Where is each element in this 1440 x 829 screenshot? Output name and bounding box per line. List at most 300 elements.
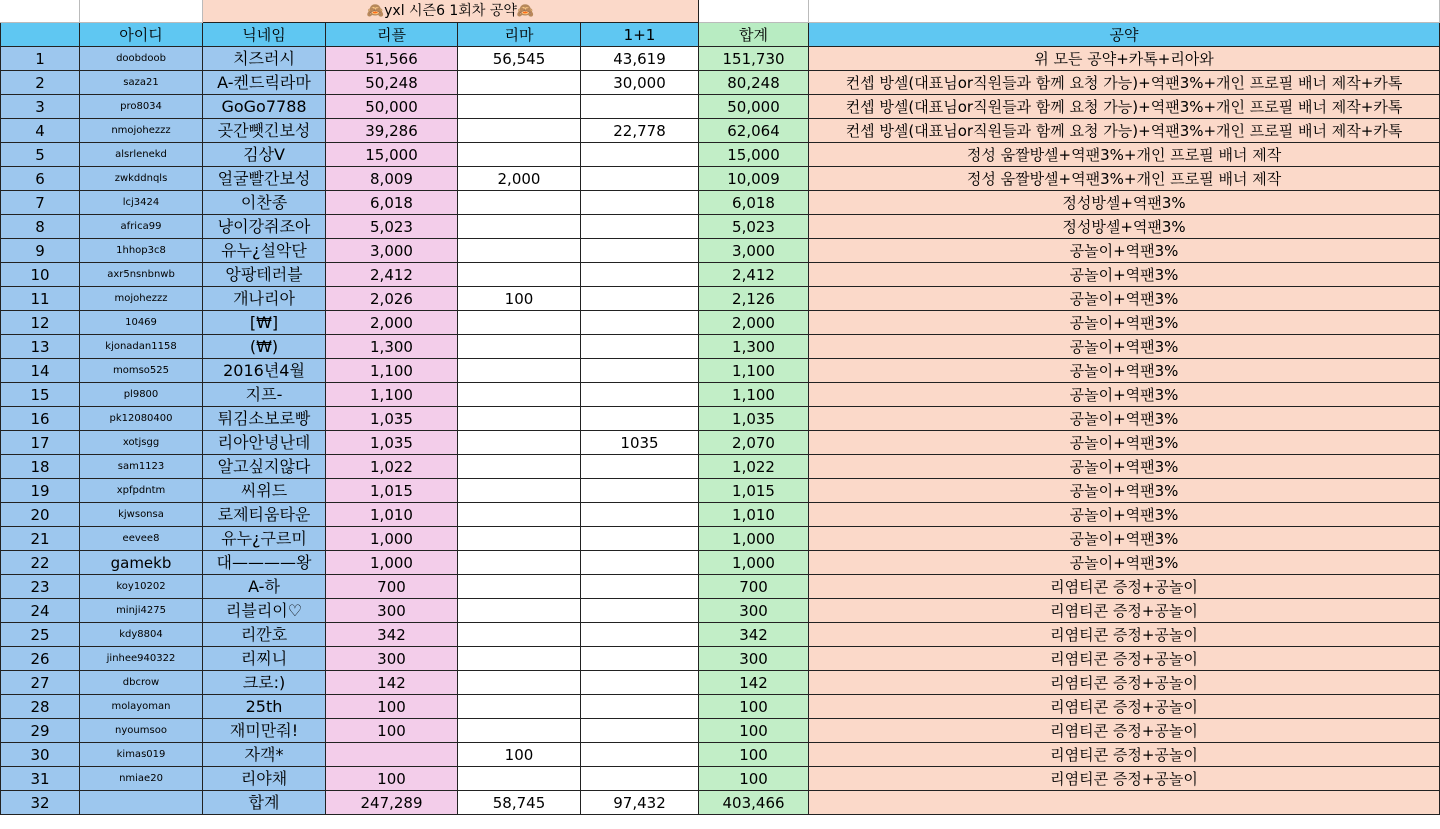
ripple-cell[interactable]: 5,023 — [326, 215, 458, 239]
rima-cell[interactable]: 56,545 — [458, 47, 581, 71]
header-row — [1, 23, 1440, 47]
total-cell[interactable]: 2,070 — [699, 431, 809, 455]
row-number-cell[interactable]: 17 — [1, 431, 80, 455]
one-plus-one-cell[interactable]: 30,000 — [581, 71, 699, 95]
rima-cell[interactable]: 100 — [458, 743, 581, 767]
total-cell[interactable]: 5,023 — [699, 215, 809, 239]
nickname-cell[interactable]: 25th — [203, 695, 326, 719]
ripple-cell[interactable]: 39,286 — [326, 119, 458, 143]
one-plus-one-cell[interactable] — [581, 143, 699, 167]
ripple-cell[interactable]: 3,000 — [326, 239, 458, 263]
one-plus-one-cell[interactable] — [581, 623, 699, 647]
nickname-cell[interactable]: 씨위드 — [203, 479, 326, 503]
rima-cell[interactable] — [458, 95, 581, 119]
table-row — [1, 551, 1440, 575]
ripple-cell[interactable] — [326, 743, 458, 767]
user-id-cell[interactable]: mojohezzz — [80, 287, 203, 311]
rima-cell[interactable] — [458, 311, 581, 335]
rima-cell[interactable] — [458, 191, 581, 215]
total-cell[interactable]: 1,015 — [699, 479, 809, 503]
user-id-cell[interactable]: axr5nsnbnwb — [80, 263, 203, 287]
total-cell[interactable]: 1,000 — [699, 551, 809, 575]
ripple-cell[interactable]: 1,000 — [326, 551, 458, 575]
table-row — [1, 767, 1440, 791]
user-id-cell[interactable]: pl9800 — [80, 383, 203, 407]
rima-cell[interactable] — [458, 383, 581, 407]
nickname-cell[interactable]: A-켄드릭라마 — [203, 71, 326, 95]
header-cell-total[interactable]: 합계 — [699, 23, 809, 47]
rima-cell[interactable] — [458, 527, 581, 551]
total-cell[interactable]: 6,018 — [699, 191, 809, 215]
table-row — [1, 191, 1440, 215]
nickname-cell[interactable]: 리깐호 — [203, 623, 326, 647]
ripple-cell[interactable]: 1,035 — [326, 407, 458, 431]
total-cell[interactable]: 1,035 — [699, 407, 809, 431]
rima-cell[interactable] — [458, 767, 581, 791]
one-plus-one-cell[interactable] — [581, 263, 699, 287]
one-plus-one-cell[interactable] — [581, 191, 699, 215]
pledge-cell[interactable]: 리염티콘 증정+공놀이 — [809, 767, 1440, 791]
total-cell[interactable]: 700 — [699, 575, 809, 599]
pledge-cell[interactable]: 정성 움짤방셀+역팬3%+개인 프로필 배너 제작 — [809, 167, 1440, 191]
pledge-cell[interactable]: 리염티콘 증정+공놀이 — [809, 647, 1440, 671]
rima-cell[interactable] — [458, 623, 581, 647]
nickname-cell[interactable]: (₩) — [203, 335, 326, 359]
rima-cell[interactable] — [458, 71, 581, 95]
nickname-cell[interactable]: 앙팡테러블 — [203, 263, 326, 287]
one-plus-one-cell[interactable] — [581, 215, 699, 239]
total-cell[interactable]: 1,100 — [699, 359, 809, 383]
rima-cell[interactable] — [458, 407, 581, 431]
total-cell[interactable]: 342 — [699, 623, 809, 647]
rima-cell[interactable] — [458, 647, 581, 671]
row-number-cell[interactable]: 6 — [1, 167, 80, 191]
row-number-cell[interactable]: 5 — [1, 143, 80, 167]
total-cell[interactable]: 300 — [699, 599, 809, 623]
pledge-cell[interactable]: 공놀이+역팬3% — [809, 455, 1440, 479]
pledge-cell[interactable]: 위 모든 공약+카톡+리아와 — [809, 47, 1440, 71]
nickname-cell[interactable]: 리블리이♡ — [203, 599, 326, 623]
table-row — [1, 599, 1440, 623]
user-id-cell[interactable] — [80, 791, 203, 815]
pledge-cell[interactable]: 공놀이+역팬3% — [809, 311, 1440, 335]
one-plus-one-cell[interactable] — [581, 503, 699, 527]
ripple-cell[interactable]: 1,022 — [326, 455, 458, 479]
one-plus-one-cell[interactable]: 1035 — [581, 431, 699, 455]
ripple-cell[interactable]: 100 — [326, 695, 458, 719]
table-row — [1, 335, 1440, 359]
total-cell[interactable]: 2,000 — [699, 311, 809, 335]
table-row — [1, 215, 1440, 239]
row-number-cell[interactable]: 1 — [1, 47, 80, 71]
pledge-cell[interactable]: 리염티콘 증정+공놀이 — [809, 623, 1440, 647]
user-id-cell[interactable]: nmiae20 — [80, 767, 203, 791]
table-row — [1, 287, 1440, 311]
pledge-cell[interactable]: 공놀이+역팬3% — [809, 479, 1440, 503]
row-number-cell[interactable]: 27 — [1, 671, 80, 695]
one-plus-one-cell[interactable] — [581, 767, 699, 791]
total-cell[interactable]: 80,248 — [699, 71, 809, 95]
rima-cell[interactable] — [458, 551, 581, 575]
ripple-cell[interactable]: 1,100 — [326, 383, 458, 407]
pledge-cell[interactable] — [809, 791, 1440, 815]
rima-cell[interactable]: 100 — [458, 287, 581, 311]
pledge-cell[interactable]: 공놀이+역팬3% — [809, 503, 1440, 527]
row-number-cell[interactable]: 8 — [1, 215, 80, 239]
user-id-cell[interactable]: kdy8804 — [80, 623, 203, 647]
nickname-cell[interactable]: 냥이강쥐조아 — [203, 215, 326, 239]
empty-cell[interactable] — [1, 0, 80, 23]
table-row — [1, 695, 1440, 719]
rima-cell[interactable] — [458, 239, 581, 263]
nickname-cell[interactable]: 지프- — [203, 383, 326, 407]
ripple-cell[interactable]: 8,009 — [326, 167, 458, 191]
ripple-cell[interactable]: 100 — [326, 767, 458, 791]
total-cell[interactable]: 300 — [699, 647, 809, 671]
pledge-cell[interactable]: 컨셉 방셀(대표님or직원들과 함께 요청 가능)+역팬3%+개인 프로필 배너 제작+카톡 — [809, 95, 1440, 119]
rima-cell[interactable]: 2,000 — [458, 167, 581, 191]
table-row — [1, 431, 1440, 455]
ripple-cell[interactable]: 6,018 — [326, 191, 458, 215]
user-id-cell[interactable]: africa99 — [80, 215, 203, 239]
total-cell[interactable]: 100 — [699, 695, 809, 719]
nickname-cell[interactable]: 리야채 — [203, 767, 326, 791]
pledge-cell[interactable]: 리염티콘 증정+공놀이 — [809, 575, 1440, 599]
ripple-cell[interactable]: 100 — [326, 719, 458, 743]
rima-cell[interactable] — [458, 215, 581, 239]
header-cell-id[interactable]: 아이디 — [80, 23, 203, 47]
user-id-cell[interactable]: xpfpdntm — [80, 479, 203, 503]
user-id-cell[interactable]: nyoumsoo — [80, 719, 203, 743]
nickname-cell[interactable]: 자객* — [203, 743, 326, 767]
user-id-cell[interactable]: kimas019 — [80, 743, 203, 767]
user-id-cell[interactable]: alsrlenekd — [80, 143, 203, 167]
nickname-cell[interactable]: 개나리아 — [203, 287, 326, 311]
empty-cell[interactable] — [80, 0, 203, 23]
ripple-cell[interactable]: 2,000 — [326, 311, 458, 335]
one-plus-one-cell[interactable] — [581, 647, 699, 671]
header-cell-rima[interactable]: 리마 — [458, 23, 581, 47]
row-number-cell[interactable]: 31 — [1, 767, 80, 791]
ripple-cell[interactable]: 1,010 — [326, 503, 458, 527]
table-row — [1, 479, 1440, 503]
pledge-cell[interactable]: 공놀이+역팬3% — [809, 383, 1440, 407]
total-cell[interactable]: 1,300 — [699, 335, 809, 359]
nickname-cell[interactable]: [₩] — [203, 311, 326, 335]
table-row — [1, 647, 1440, 671]
nickname-cell[interactable]: 로제티움타운 — [203, 503, 326, 527]
total-cell[interactable]: 10,009 — [699, 167, 809, 191]
table-row — [1, 383, 1440, 407]
table-row — [1, 791, 1440, 815]
nickname-cell[interactable]: 김상V — [203, 143, 326, 167]
one-plus-one-cell[interactable] — [581, 455, 699, 479]
row-number-cell[interactable]: 19 — [1, 479, 80, 503]
table-row — [1, 407, 1440, 431]
rima-cell[interactable] — [458, 119, 581, 143]
one-plus-one-cell[interactable] — [581, 743, 699, 767]
row-number-cell[interactable]: 23 — [1, 575, 80, 599]
one-plus-one-cell[interactable] — [581, 239, 699, 263]
table-row — [1, 143, 1440, 167]
one-plus-one-cell[interactable] — [581, 407, 699, 431]
table-row — [1, 47, 1440, 71]
pledge-cell[interactable]: 정성방셀+역팬3% — [809, 191, 1440, 215]
row-number-cell[interactable]: 21 — [1, 527, 80, 551]
total-cell[interactable]: 62,064 — [699, 119, 809, 143]
user-id-cell[interactable]: gamekb — [80, 551, 203, 575]
ripple-cell[interactable]: 1,000 — [326, 527, 458, 551]
rima-cell[interactable] — [458, 719, 581, 743]
row-number-cell[interactable]: 18 — [1, 455, 80, 479]
header-cell-nickname[interactable]: 닉네임 — [203, 23, 326, 47]
ripple-cell[interactable]: 50,000 — [326, 95, 458, 119]
one-plus-one-cell[interactable] — [581, 551, 699, 575]
user-id-cell[interactable]: momso525 — [80, 359, 203, 383]
total-cell[interactable]: 100 — [699, 743, 809, 767]
total-cell[interactable]: 142 — [699, 671, 809, 695]
row-number-cell[interactable]: 9 — [1, 239, 80, 263]
user-id-cell[interactable]: nmojohezzz — [80, 119, 203, 143]
nickname-cell[interactable]: 곳간뺏긴보성 — [203, 119, 326, 143]
one-plus-one-cell[interactable] — [581, 167, 699, 191]
ripple-cell[interactable]: 2,026 — [326, 287, 458, 311]
row-number-cell[interactable]: 22 — [1, 551, 80, 575]
nickname-cell[interactable]: 재미만줘! — [203, 719, 326, 743]
row-number-cell[interactable]: 15 — [1, 383, 80, 407]
table-row — [1, 719, 1440, 743]
header-cell-pledge[interactable]: 공약 — [809, 23, 1440, 47]
user-id-cell[interactable]: zwkddnqls — [80, 167, 203, 191]
one-plus-one-cell[interactable] — [581, 311, 699, 335]
nickname-cell[interactable]: 2016년4월 — [203, 359, 326, 383]
one-plus-one-cell[interactable] — [581, 95, 699, 119]
pledge-cell[interactable]: 공놀이+역팬3% — [809, 359, 1440, 383]
one-plus-one-cell[interactable] — [581, 719, 699, 743]
rima-cell[interactable] — [458, 431, 581, 455]
total-cell[interactable]: 403,466 — [699, 791, 809, 815]
nickname-cell[interactable]: 튀김소보로빵 — [203, 407, 326, 431]
row-number-cell[interactable]: 20 — [1, 503, 80, 527]
user-id-cell[interactable]: doobdoob — [80, 47, 203, 71]
rima-cell[interactable] — [458, 695, 581, 719]
user-id-cell[interactable]: saza21 — [80, 71, 203, 95]
ripple-cell[interactable]: 15,000 — [326, 143, 458, 167]
ripple-cell[interactable]: 247,289 — [326, 791, 458, 815]
total-cell[interactable]: 1,010 — [699, 503, 809, 527]
rima-cell[interactable] — [458, 599, 581, 623]
header-cell-one-plus-one[interactable]: 1+1 — [581, 23, 699, 47]
nickname-cell[interactable]: 치즈러시 — [203, 47, 326, 71]
ripple-cell[interactable]: 51,566 — [326, 47, 458, 71]
row-number-cell[interactable]: 28 — [1, 695, 80, 719]
pledge-cell[interactable]: 리염티콘 증정+공놀이 — [809, 719, 1440, 743]
user-id-cell[interactable]: xotjsgg — [80, 431, 203, 455]
empty-cell[interactable] — [699, 0, 809, 23]
user-id-cell[interactable]: pk12080400 — [80, 407, 203, 431]
table-row — [1, 503, 1440, 527]
rima-cell[interactable] — [458, 263, 581, 287]
row-number-cell[interactable]: 3 — [1, 95, 80, 119]
ripple-cell[interactable]: 1,015 — [326, 479, 458, 503]
empty-cell[interactable] — [809, 0, 1440, 23]
nickname-cell[interactable]: 대————왕 — [203, 551, 326, 575]
pledge-cell[interactable]: 공놀이+역팬3% — [809, 263, 1440, 287]
rima-cell[interactable] — [458, 143, 581, 167]
user-id-cell[interactable]: dbcrow — [80, 671, 203, 695]
rima-cell[interactable] — [458, 575, 581, 599]
one-plus-one-cell[interactable] — [581, 599, 699, 623]
total-cell[interactable]: 50,000 — [699, 95, 809, 119]
user-id-cell[interactable]: lcj3424 — [80, 191, 203, 215]
row-number-cell[interactable]: 24 — [1, 599, 80, 623]
row-number-cell[interactable]: 30 — [1, 743, 80, 767]
row-number-cell[interactable]: 11 — [1, 287, 80, 311]
one-plus-one-cell[interactable] — [581, 383, 699, 407]
nickname-cell[interactable]: 리아안녕난데 — [203, 431, 326, 455]
pledge-cell[interactable]: 공놀이+역팬3% — [809, 431, 1440, 455]
total-cell[interactable]: 1,100 — [699, 383, 809, 407]
ripple-cell[interactable]: 1,300 — [326, 335, 458, 359]
pledge-cell[interactable]: 정성방셀+역팬3% — [809, 215, 1440, 239]
rima-cell[interactable] — [458, 671, 581, 695]
pledge-cell[interactable]: 리염티콘 증정+공놀이 — [809, 743, 1440, 767]
pledge-cell[interactable]: 공놀이+역팬3% — [809, 407, 1440, 431]
one-plus-one-cell[interactable] — [581, 671, 699, 695]
row-number-cell[interactable]: 32 — [1, 791, 80, 815]
row-number-cell[interactable]: 13 — [1, 335, 80, 359]
row-number-cell[interactable]: 29 — [1, 719, 80, 743]
one-plus-one-cell[interactable]: 43,619 — [581, 47, 699, 71]
rima-cell[interactable]: 58,745 — [458, 791, 581, 815]
rima-cell[interactable] — [458, 359, 581, 383]
row-number-cell[interactable]: 4 — [1, 119, 80, 143]
row-number-cell[interactable]: 25 — [1, 623, 80, 647]
pledge-cell[interactable]: 리염티콘 증정+공놀이 — [809, 599, 1440, 623]
pledge-cell[interactable]: 리염티콘 증정+공놀이 — [809, 671, 1440, 695]
ripple-cell[interactable]: 1,100 — [326, 359, 458, 383]
table-row — [1, 119, 1440, 143]
user-id-cell[interactable]: minji4275 — [80, 599, 203, 623]
pledge-cell[interactable]: 공놀이+역팬3% — [809, 239, 1440, 263]
table-row — [1, 359, 1440, 383]
total-cell[interactable]: 151,730 — [699, 47, 809, 71]
nickname-cell[interactable]: A-하 — [203, 575, 326, 599]
one-plus-one-cell[interactable] — [581, 695, 699, 719]
pledge-cell[interactable]: 공놀이+역팬3% — [809, 287, 1440, 311]
user-id-cell[interactable]: pro8034 — [80, 95, 203, 119]
total-cell[interactable]: 1,022 — [699, 455, 809, 479]
ripple-cell[interactable]: 300 — [326, 647, 458, 671]
nickname-cell[interactable]: GoGo7788 — [203, 95, 326, 119]
pledge-cell[interactable]: 공놀이+역팬3% — [809, 551, 1440, 575]
header-cell-ripple[interactable]: 리플 — [326, 23, 458, 47]
total-cell[interactable]: 3,000 — [699, 239, 809, 263]
one-plus-one-cell[interactable]: 97,432 — [581, 791, 699, 815]
row-number-cell[interactable]: 7 — [1, 191, 80, 215]
pledge-cell[interactable]: 컨셉 방셀(대표님or직원들과 함께 요청 가능)+역팬3%+개인 프로필 배너 제작+카톡 — [809, 119, 1440, 143]
table-row — [1, 575, 1440, 599]
row-number-cell[interactable]: 16 — [1, 407, 80, 431]
pledge-cell[interactable]: 컨셉 방셀(대표님or직원들과 함께 요청 가능)+역팬3%+개인 프로필 배너 제작+카톡 — [809, 71, 1440, 95]
user-id-cell[interactable]: molayoman — [80, 695, 203, 719]
one-plus-one-cell[interactable]: 22,778 — [581, 119, 699, 143]
total-cell[interactable]: 2,126 — [699, 287, 809, 311]
total-cell[interactable]: 100 — [699, 719, 809, 743]
pledge-cell[interactable]: 공놀이+역팬3% — [809, 527, 1440, 551]
row-number-cell[interactable]: 2 — [1, 71, 80, 95]
row-number-cell[interactable]: 26 — [1, 647, 80, 671]
user-id-cell[interactable]: jinhee940322 — [80, 647, 203, 671]
table-row — [1, 95, 1440, 119]
one-plus-one-cell[interactable] — [581, 527, 699, 551]
one-plus-one-cell[interactable] — [581, 479, 699, 503]
ripple-cell[interactable]: 700 — [326, 575, 458, 599]
table-row — [1, 263, 1440, 287]
user-id-cell[interactable]: 1hhop3c8 — [80, 239, 203, 263]
ripple-cell[interactable]: 1,035 — [326, 431, 458, 455]
row-number-cell[interactable]: 10 — [1, 263, 80, 287]
table-row — [1, 71, 1440, 95]
table-row — [1, 527, 1440, 551]
ripple-cell[interactable]: 342 — [326, 623, 458, 647]
nickname-cell[interactable]: 크로:) — [203, 671, 326, 695]
nickname-cell[interactable]: 합계 — [203, 791, 326, 815]
user-id-cell[interactable]: 10469 — [80, 311, 203, 335]
total-cell[interactable]: 1,000 — [699, 527, 809, 551]
one-plus-one-cell[interactable] — [581, 575, 699, 599]
nickname-cell[interactable]: 알고싶지않다 — [203, 455, 326, 479]
nickname-cell[interactable]: 이찬종 — [203, 191, 326, 215]
total-cell[interactable]: 2,412 — [699, 263, 809, 287]
ripple-cell[interactable]: 50,248 — [326, 71, 458, 95]
row-number-cell[interactable]: 14 — [1, 359, 80, 383]
user-id-cell[interactable]: koy10202 — [80, 575, 203, 599]
rima-cell[interactable] — [458, 455, 581, 479]
pledge-cell[interactable]: 공놀이+역팬3% — [809, 335, 1440, 359]
pledge-cell[interactable]: 리염티콘 증정+공놀이 — [809, 695, 1440, 719]
total-cell[interactable]: 100 — [699, 767, 809, 791]
user-id-cell[interactable]: sam1123 — [80, 455, 203, 479]
nickname-cell[interactable]: 리찌니 — [203, 647, 326, 671]
ripple-cell[interactable]: 300 — [326, 599, 458, 623]
ripple-cell[interactable]: 142 — [326, 671, 458, 695]
table-row — [1, 311, 1440, 335]
table-row — [1, 623, 1440, 647]
one-plus-one-cell[interactable] — [581, 335, 699, 359]
header-cell-blank[interactable] — [1, 23, 80, 47]
user-id-cell[interactable]: kjwsonsa — [80, 503, 203, 527]
user-id-cell[interactable]: eevee8 — [80, 527, 203, 551]
nickname-cell[interactable]: 유누¿구르미 — [203, 527, 326, 551]
title-row — [1, 0, 1440, 23]
table-row — [1, 743, 1440, 767]
total-cell[interactable]: 15,000 — [699, 143, 809, 167]
pledge-cell[interactable]: 정성 움짤방셀+역팬3%+개인 프로필 배너 제작 — [809, 143, 1440, 167]
user-id-cell[interactable]: kjonadan1158 — [80, 335, 203, 359]
ripple-cell[interactable]: 2,412 — [326, 263, 458, 287]
one-plus-one-cell[interactable] — [581, 359, 699, 383]
nickname-cell[interactable]: 유누¿설악단 — [203, 239, 326, 263]
nickname-cell[interactable]: 얼굴빨간보성 — [203, 167, 326, 191]
one-plus-one-cell[interactable] — [581, 287, 699, 311]
rima-cell[interactable] — [458, 503, 581, 527]
row-number-cell[interactable]: 12 — [1, 311, 80, 335]
rima-cell[interactable] — [458, 335, 581, 359]
rima-cell[interactable] — [458, 479, 581, 503]
sheet-title[interactable]: 🙈yxl 시즌6 1회차 공약🙈 — [203, 0, 699, 23]
table-row — [1, 455, 1440, 479]
